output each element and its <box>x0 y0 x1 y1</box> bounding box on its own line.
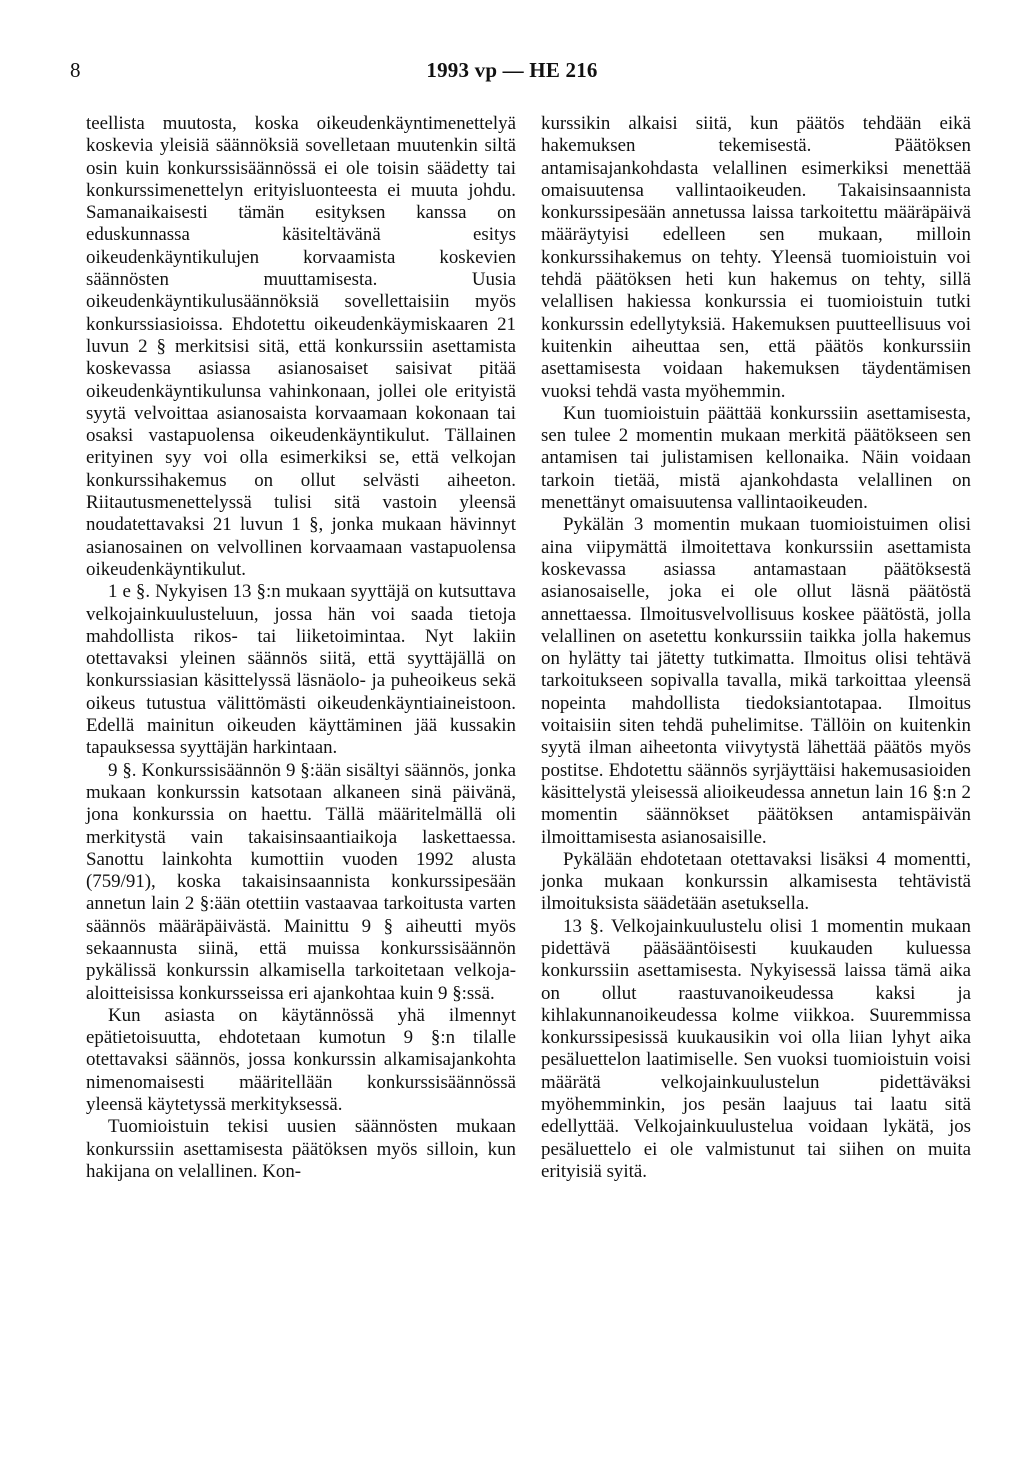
paragraph: 13 §. Velkojainkuulustelu olisi 1 momentin mukaan pidettävä pääsääntöisesti kuukauden kuluessa konkurssiin asettamisesta. Nykyisessä laissa tämä aika on ollut raastuvanoikeudessa kaksi ja kihlakunnanoikeudessa kolme viikkoa. Suuremmissa konkurssipesissä kuukausikin voi olla liian lyhyt aika pesäluettelon laatimiselle. Sen vuoksi tuomioistuin voisi määrätä velkojainkuulustelun pidettäväksi myöhemminkin, jos pesän laajuus tai laatu sitä edellyttää. Velkojainkuulustelua voidaan lykätä, jos pesäluettelo ei ole valmistunut tai siihen on muita erityisiä syitä. <box>541 915 971 1182</box>
right-column <box>541 113 971 1183</box>
page-title: 1993 vp — HE 216 <box>426 58 598 82</box>
paragraph: Pykälään ehdotetaan otettavaksi lisäksi 4 momentti, jonka mukaan konkurssin alkamisesta tehtävistä ilmoituksista säädetään asetuksella. <box>541 848 971 915</box>
paragraph: Kun tuomioistuin päättää konkurssiin asettamisesta, sen tulee 2 momentin mukaan merkitä päätökseen sen antamisen tai julistamisen kellonaika. Näin voidaan tarkoin tietää, mistä ajankohdasta velallinen on menettänyt omaisuutensa vallintaoikeuden. <box>541 402 971 514</box>
left-column <box>86 113 516 1183</box>
paragraph: kurssikin alkaisi siitä, kun päätös tehdään eikä hakemuksen tekemisestä. Päätöksen antamisajankohdasta velallinen esimerkiksi menettää omaisuutensa vallintaoikeuden. Takaisinsaannista konkurssipesään annetussa laissa tarkoitettu määräpäivä määräytyisi edelleen sen mukaan, milloin konkurssihakemus on tehty. Yleensä tuomioistuin voi tehdä päätöksen heti kun hakemus on tehty, sillä velallisen hakiessa konkurssia ei tuomioistuin tutki konkurssin edellytyksiä. Hakemuksen puutteellisuus voi kuitenkin aiheuttaa sen, että päätös konkurssiin asettamisesta voidaan hakemuksen täydentämisen vuoksi tehdä vasta myöhemmin. <box>541 113 971 402</box>
page-number: 8 <box>70 58 81 82</box>
paragraph: Tuomioistuin tekisi uusien säännösten mukaan konkurssiin asettamisesta päätöksen myös silloin, kun hakijana on velallinen. Kon- <box>86 1116 516 1182</box>
paragraph: 1 e §. Nykyisen 13 §:n mukaan syyttäjä on kutsuttava velkojainkuulusteluun, jossa hän voi saada tietoja mahdollista rikos- tai liiketoimintaa. Nyt lakiin otettavaksi yleinen säännös siitä, että syyttäjällä on konkurssiasian käsittelyssä läsnäolo- ja puheoikeus sekä oikeus tutustua välittömästi oikeudenkäyntiaineistoon. Edellä mainitun oikeuden käyttäminen jää kussakin tapauksessa syyttäjän harkintaan. <box>86 581 516 759</box>
paragraph: teellista muutosta, koska oikeudenkäyntimenettelyä koskevia yleisiä säännöksiä sovelletaan muutenkin siltä osin kuin konkurssisäännössä ei ole toisin säädetty tai konkurssimenettelyn erityisluonteesta ei muuta johdu. Samanaikaisesti tämän esityksen kanssa on eduskunnassa käsiteltävänä esitys oikeudenkäyntikulujen korvaamista koskevien säännösten muuttamisesta. Uusia oikeudenkäyntikulusäännöksiä sovellettaisiin myös konkurssiasioissa. Ehdotettu oikeudenkäymiskaaren 21 luvun 2 § merkitsisi sitä, että konkurssiin asettamista koskevassa asiassa asianosaiset saisivat pitää oikeudenkäyntikulunsa vahinkonaan, jollei ole erityistä syytä velvoittaa asianosaista korvaamaan kokonaan tai osaksi vastapuolensa oikeudenkäyntikulut. Tällainen erityinen syy voi olla esimerkiksi se, että velkojan konkurssihakemus on ollut selvästi aiheeton. Riitautusmenettelyssä tulisi sitä vastoin yleensä noudatettavaksi 21 luvun 1 §, jonka mukaan hävinnyt asianosainen on velvollinen korvaamaan vastapuolensa oikeudenkäyntikulut. <box>86 113 516 580</box>
paragraph: 9 §. Konkurssisäännön 9 §:ään sisältyi säännös, jonka mukaan konkurssin katsotaan alkaneen sinä päivänä, jona konkurssia on haettu. Tällä määritelmällä oli merkitystä vain takaisinsaantiaikoja laskettaessa. Sanottu lainkohta kumottiin vuoden 1992 alusta (759/91), koska takaisinsaannista konkurssipesään annetun lain 2 §:ään otettiin vastaavaa tarkoitusta varten säännös määräpäivästä. Mainittu 9 § aiheutti myös sekaannusta siinä, että muissa konkurssisäännön pykälissä konkurssin alkamisella tarkoitetaan velkoja-aloitteisissa konkursseissa eri ajankohtaa kuin 9 §:ssä. <box>86 759 516 1004</box>
paragraph: Kun asiasta on käytännössä yhä ilmennyt epätietoisuutta, ehdotetaan kumotun 9 §:n tilalle otettavaksi säännös, jossa konkurssin alkamisajankohta nimenomaisesti määritellään konkurssisäännössä yleensä käytetyssä merkityksessä. <box>86 1004 516 1116</box>
paragraph: Pykälän 3 momentin mukaan tuomioistuimen olisi aina viipymättä ilmoitettava konkurssiin asettamista koskevassa asiassa antamastaan päätöksestä asianosaiselle, joka ei ole ollut läsnä päätöstä annettaessa. Ilmoitusvelvollisuus koskee päätöstä, jolla velallinen on asetettu konkurssiin taikka jolla hakemus on hylätty tai jätetty tutkimatta. Ilmoitus olisi tehtävä tarkoitukseen sopivalla tavalla, mikä tarkoittaa yleensä nopeinta mahdollista tiedoksiantotapaa. Ilmoitus voitaisiin siten tehdä puhelimitse. Tällöin on kuitenkin syytä ilman aiheetonta viivytystä lähettää päätös myös postitse. Ehdotettu säännös syrjäyttäisi hakemusasioiden käsittelystä yleisessä alioikeudessa annetun lain 16 §:n 2 momentin säännökset päätöksen antamispäivän ilmoittamisesta asianosaisille. <box>541 514 971 848</box>
